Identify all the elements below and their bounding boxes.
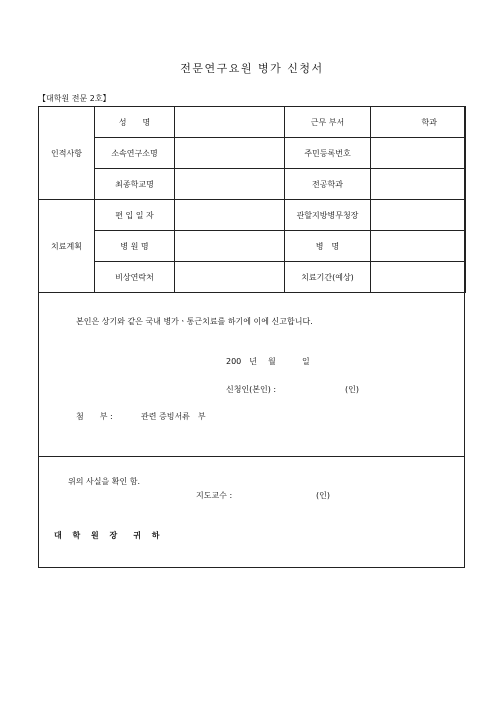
attachment-label: 첨 부 :	[76, 412, 113, 421]
value-school[interactable]	[175, 169, 285, 200]
advisor-seal[interactable]: (인)	[316, 491, 330, 500]
label-major: 전공학과	[285, 169, 371, 200]
value-hospital[interactable]	[175, 231, 285, 262]
label-treatment-period: 치료기간(예상)	[285, 262, 371, 293]
label-institute: 소속연구소명	[95, 138, 175, 169]
label-emergency-contact: 비상연락처	[95, 262, 175, 293]
applicant-seal[interactable]: (인)	[345, 385, 359, 394]
value-emergency-contact[interactable]	[175, 262, 285, 293]
table-row	[39, 200, 466, 231]
confirmation-text: 위의 사실을 확인 함.	[68, 477, 140, 486]
label-hospital: 병 원 명	[95, 231, 175, 262]
date-year[interactable]: 200 년	[226, 357, 257, 366]
table-row	[39, 231, 466, 262]
info-table	[38, 106, 466, 293]
value-treatment-period[interactable]	[371, 262, 466, 293]
form-number: 【대학원 전문 2호】	[38, 94, 111, 103]
label-military-office: 관할지방병무청장	[285, 200, 371, 231]
declaration-text: 본인은 상기와 같은 국내 병가ㆍ통근치료를 하기에 이에 신고합니다.	[76, 317, 313, 326]
label-admission-date: 편 입 일 자	[95, 200, 175, 231]
table-row	[39, 169, 466, 200]
date-day[interactable]: 일	[302, 357, 310, 366]
table-row	[39, 107, 466, 138]
addressee: 대 학 원 장 귀 하	[54, 531, 164, 540]
label-resident-no: 주민등록번호	[285, 138, 371, 169]
attachment-value: 관련 증빙서류 부	[141, 412, 206, 421]
table-row	[39, 262, 466, 293]
advisor-label: 지도교수 :	[196, 491, 233, 500]
section-divider	[38, 456, 465, 457]
value-disease[interactable]	[371, 231, 466, 262]
value-admission-date[interactable]	[175, 200, 285, 231]
section-personal: 인적사항	[39, 107, 95, 200]
value-institute[interactable]	[175, 138, 285, 169]
label-name: 성 명	[95, 107, 175, 138]
value-resident-no[interactable]	[371, 138, 466, 169]
label-dept: 근무 부서	[285, 107, 371, 138]
table-row	[39, 138, 466, 169]
label-disease: 병 명	[285, 231, 371, 262]
date-month[interactable]: 월	[268, 357, 276, 366]
value-dept[interactable]: 학과	[371, 107, 466, 138]
page-title: 전문연구요원 병가 신청서	[180, 62, 324, 75]
section-treatment: 치료계획	[39, 200, 95, 293]
applicant-label: 신청인(본인) :	[226, 385, 277, 394]
value-major[interactable]	[371, 169, 466, 200]
value-military-office[interactable]	[371, 200, 466, 231]
label-school: 최종학교명	[95, 169, 175, 200]
value-name[interactable]	[175, 107, 285, 138]
